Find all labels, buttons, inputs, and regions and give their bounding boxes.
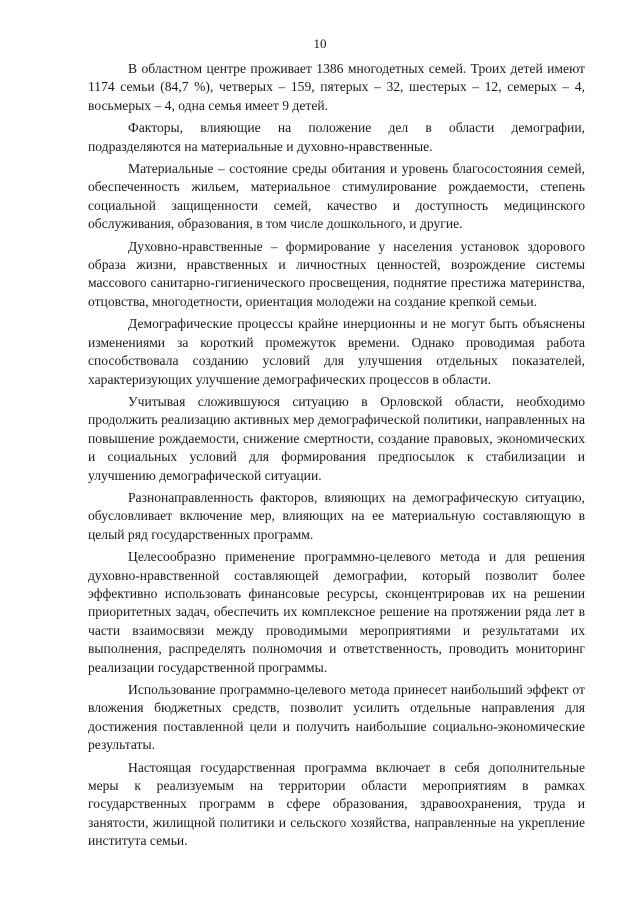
paragraph-factors: Факторы, влияющие на положение дел в области демографии, подразделяются на материальные и духовно-нравственные. (88, 120, 585, 154)
page-number: 10 (313, 36, 327, 51)
document-body (88, 60, 585, 855)
paragraph-diversity: Разнонаправленность факторов, влияющих на демографическую ситуацию, обусловливает включение мер, влияющих на ее материальную составляющую в целый ряд государственных программ. (88, 489, 585, 542)
paragraph-inertia: Демографические процессы крайне инерционны и не могут быть объяснены изменениями за короткий промежуток времени. Однако проводимая работа способствовала созданию условий для улучшения отдельных показателей, характеризующих улучшение демографических процессов в области. (88, 316, 585, 387)
paragraph-program-scope: Настоящая государственная программа включает в себя дополнительные меры к реализуемым на территории области мероприятиям в рамках государственных программ в сфере образования, здравоохранения, труда и занятости, жилищной политики и сельского хозяйства, направленные на укрепление института семьи. (88, 759, 585, 849)
paragraph-policy: Учитывая сложившуюся ситуацию в Орловской области, необходимо продолжить реализацию активных мер демографической политики, направленных на повышение рождаемости, снижение смертности, создание правовых, экономических и социальных условий для формирования предпосылок к стабилизации и улучшению демографической ситуации. (88, 393, 585, 483)
paragraph-material-factors: Материальные – состояние среды обитания и уровень благосостояния семей, обеспеченность жильем, материальное стимулирование рождаемости, степень социальной защищенности семей, качество и доступность медицинского обслуживания, образования, в том числе дошкольного, и другие. (88, 161, 585, 232)
paragraph-effect: Использование программно-целевого метода принесет наибольший эффект от вложения бюджетных средств, позволит усилить отдельные направления для достижения поставленной цели и получить наибольшие социально-экономические результаты. (88, 682, 585, 753)
paragraph-program-method: Целесообразно применение программно-целевого метода и для решения духовно-нравственной составляющей демографии, который позволит более эффективно использовать финансовые ресурсы, сконцентрировав их на решении приоритетных задач, обеспечить их комплексное решение на протяжении ряда лет в части взаимосвязи между проводимыми мероприятиями и результатами их выполнения, распределять полномочия и ответственность, проводить мониторинг реализации государственной программы. (88, 549, 585, 675)
paragraph-moral-factors: Духовно-нравственные – формирование у населения установок здорового образа жизни, нравственных и личностных ценностей, возрождение системы массового санитарно-гигиенического просвещения, поднятие престижа материнства, отцовства, многодетности, ориентация молодежи на создание крепкой семьи. (88, 238, 585, 309)
paragraph-families-count: В областном центре проживает 1386 многодетных семей. Троих детей имеют 1174 семьи (84,7 %), четверых – 159, пятерых – 32, шестерых – 12, семерых – 4, восьмерых – 4, одна семья имеет 9 детей. (88, 61, 585, 113)
